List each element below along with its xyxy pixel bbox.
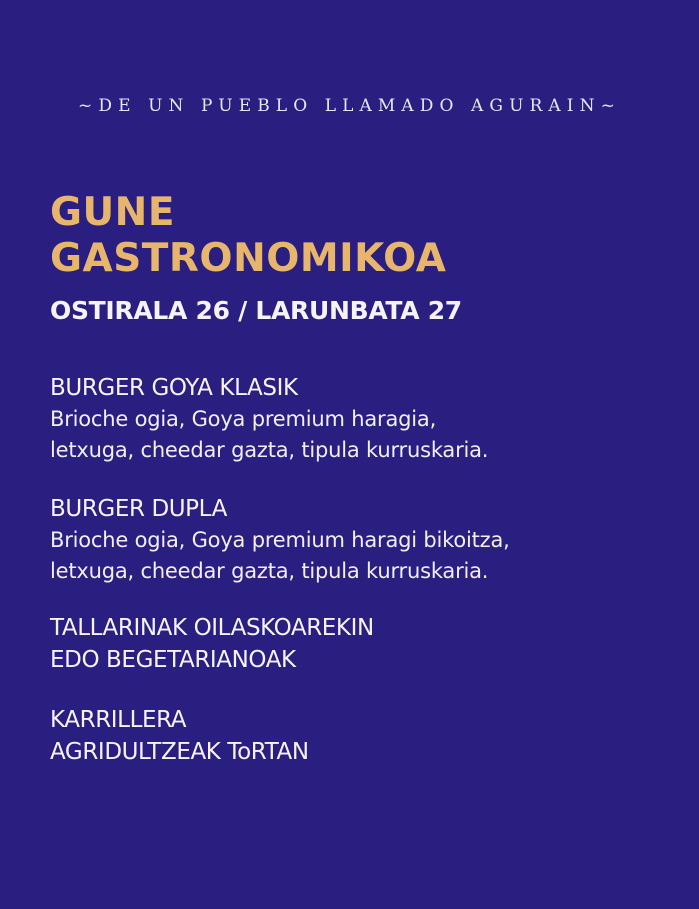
- menu-item-name: BURGER DUPLA: [50, 496, 227, 522]
- name-line: EDO BEGETARIANOAK: [50, 647, 296, 673]
- description-line: Brioche ogia, Goya premium haragi bikoitza,: [50, 528, 510, 552]
- title-line-2: GASTRONOMIKOA: [50, 236, 447, 281]
- menu-item-burger-goya-klasik: [50, 372, 670, 466]
- menu-item-description: [50, 404, 670, 466]
- menu-item-burger-dupla: [50, 493, 670, 587]
- menu-item-name: [50, 704, 670, 768]
- name-line: KARRILLERA: [50, 707, 187, 733]
- menu-item-description: [50, 525, 670, 587]
- title-line-1: GUNE: [50, 190, 175, 235]
- menu-item-name: BURGER GOYA KLASIK: [50, 375, 298, 401]
- page-title: [50, 190, 446, 282]
- description-line: letxuga, cheedar gazta, tipula kurruskaria.: [50, 559, 489, 583]
- name-line: AGRIDULTZEAK ToRTAN: [50, 739, 309, 765]
- event-dates: OSTIRALA 26 / LARUNBATA 27: [50, 296, 462, 325]
- description-line: Brioche ogia, Goya premium haragia,: [50, 407, 437, 431]
- description-line: letxuga, cheedar gazta, tipula kurruskaria.: [50, 438, 489, 462]
- name-line: TALLARINAK OILASKOAREKIN: [50, 615, 374, 641]
- menu-item-name: [50, 612, 670, 676]
- menu-item-karrillera: [50, 704, 670, 768]
- menu-item-tallarinak: [50, 612, 670, 676]
- tagline: ~DE UN PUEBLO LLAMADO AGURAIN~: [78, 96, 621, 116]
